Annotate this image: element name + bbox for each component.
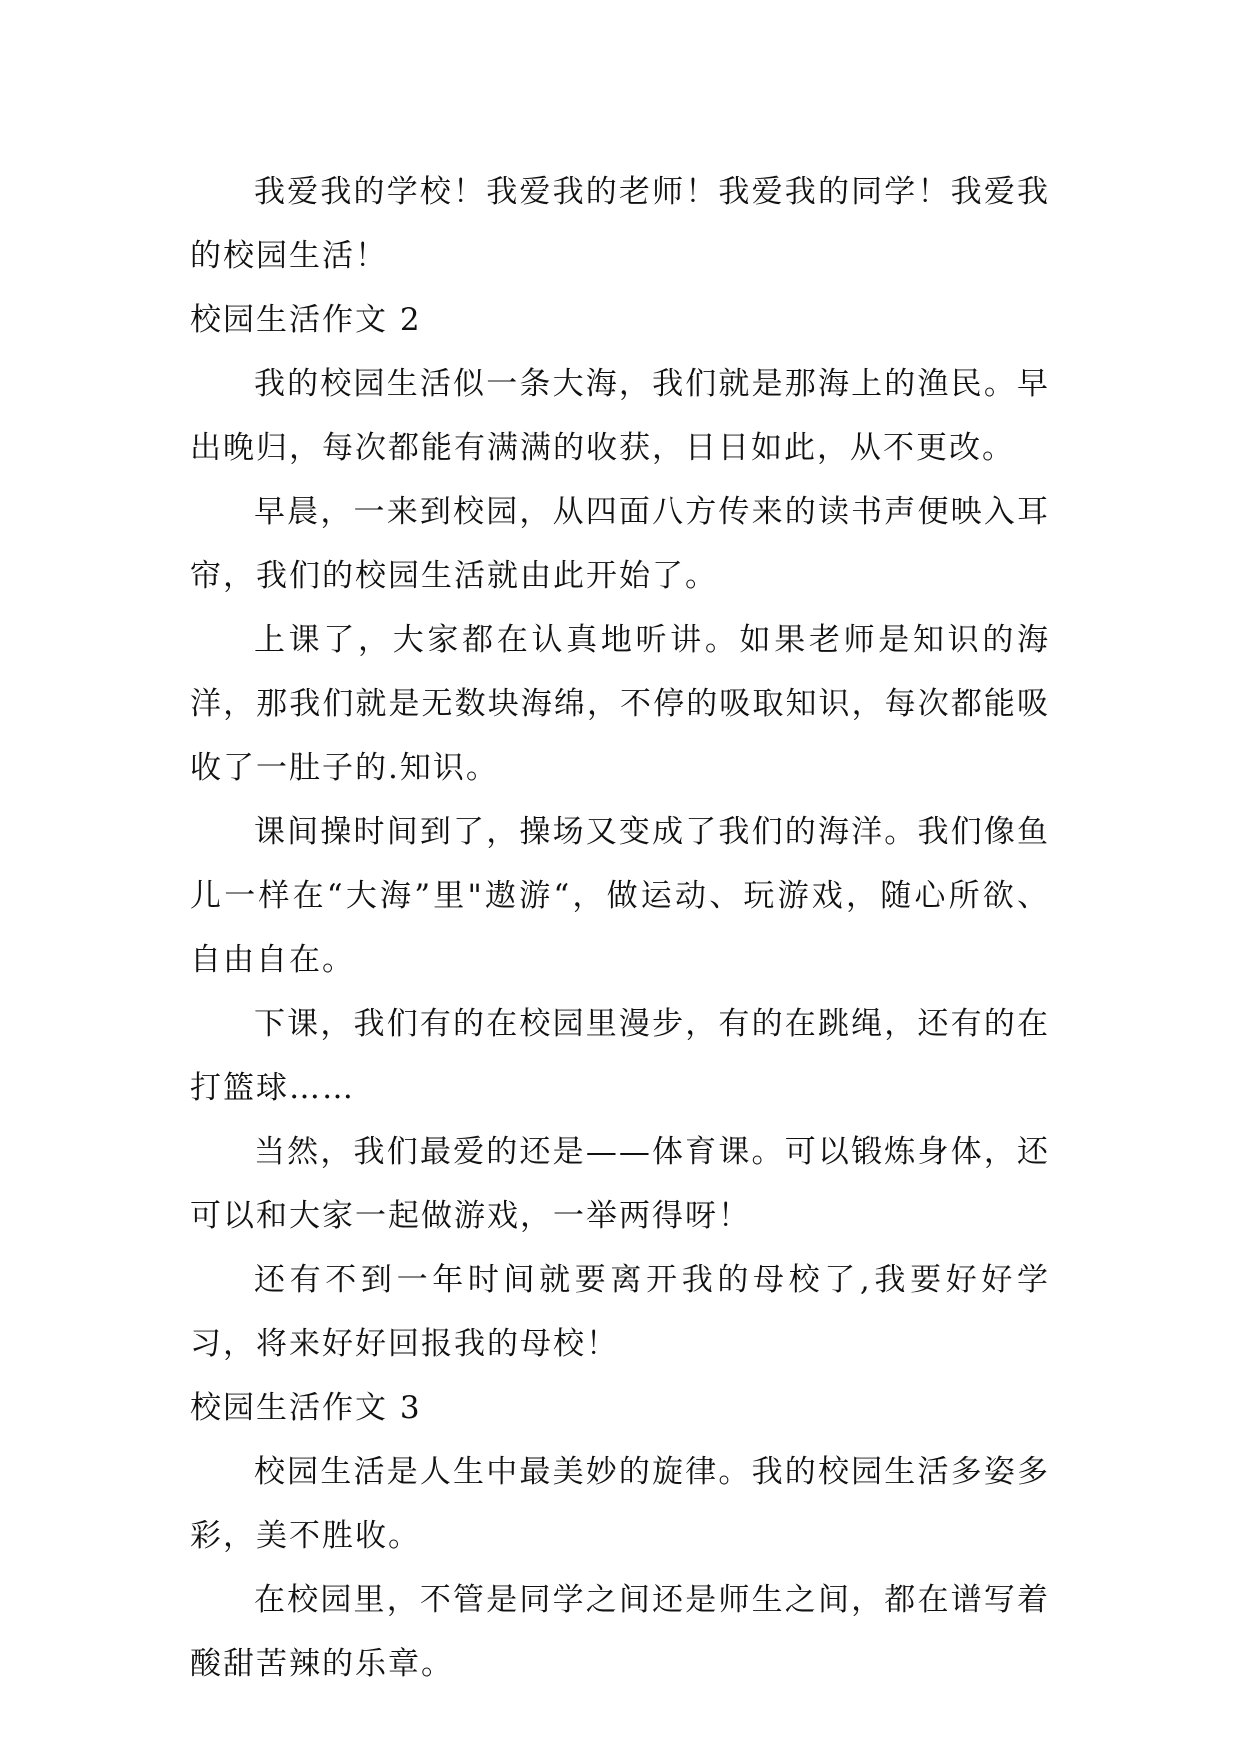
paragraph: 我的校园生活似一条大海，我们就是那海上的渔民。早出晚归，每次都能有满满的收获，日日如此，从不更改。 [190, 366, 1050, 466]
section-heading: 校园生活作文 3 [190, 1390, 422, 1426]
paragraph: 下课，我们有的在校园里漫步，有的在跳绳，还有的在打篮球…… [190, 1006, 1050, 1106]
paragraph: 早晨，一来到校园，从四面八方传来的读书声便映入耳帘，我们的校园生活就由此开始了。 [190, 494, 1050, 594]
document-body [190, 160, 1050, 1696]
paragraph: 校园生活是人生中最美妙的旋律。我的校园生活多姿多彩，美不胜收。 [190, 1454, 1050, 1554]
section-heading: 校园生活作文 2 [190, 302, 422, 338]
paragraph: 还有不到一年时间就要离开我的母校了,我要好好学习，将来好好回报我的母校！ [190, 1262, 1050, 1362]
paragraph: 上课了，大家都在认真地听讲。如果老师是知识的海洋，那我们就是无数块海绵，不停的吸取知识，每次都能吸收了一肚子的.知识。 [190, 622, 1050, 786]
paragraph: 课间操时间到了，操场又变成了我们的海洋。我们像鱼儿一样在“大海”里"遨游“，做运动、玩游戏，随心所欲、自由自在。 [190, 814, 1050, 978]
paragraph: 当然，我们最爱的还是——体育课。可以锻炼身体，还可以和大家一起做游戏，一举两得呀！ [190, 1134, 1050, 1234]
paragraph: 我爱我的学校！我爱我的老师！我爱我的同学！我爱我的校园生活！ [190, 174, 1050, 274]
paragraph: 在校园里，不管是同学之间还是师生之间，都在谱写着酸甜苦辣的乐章。 [190, 1582, 1050, 1682]
